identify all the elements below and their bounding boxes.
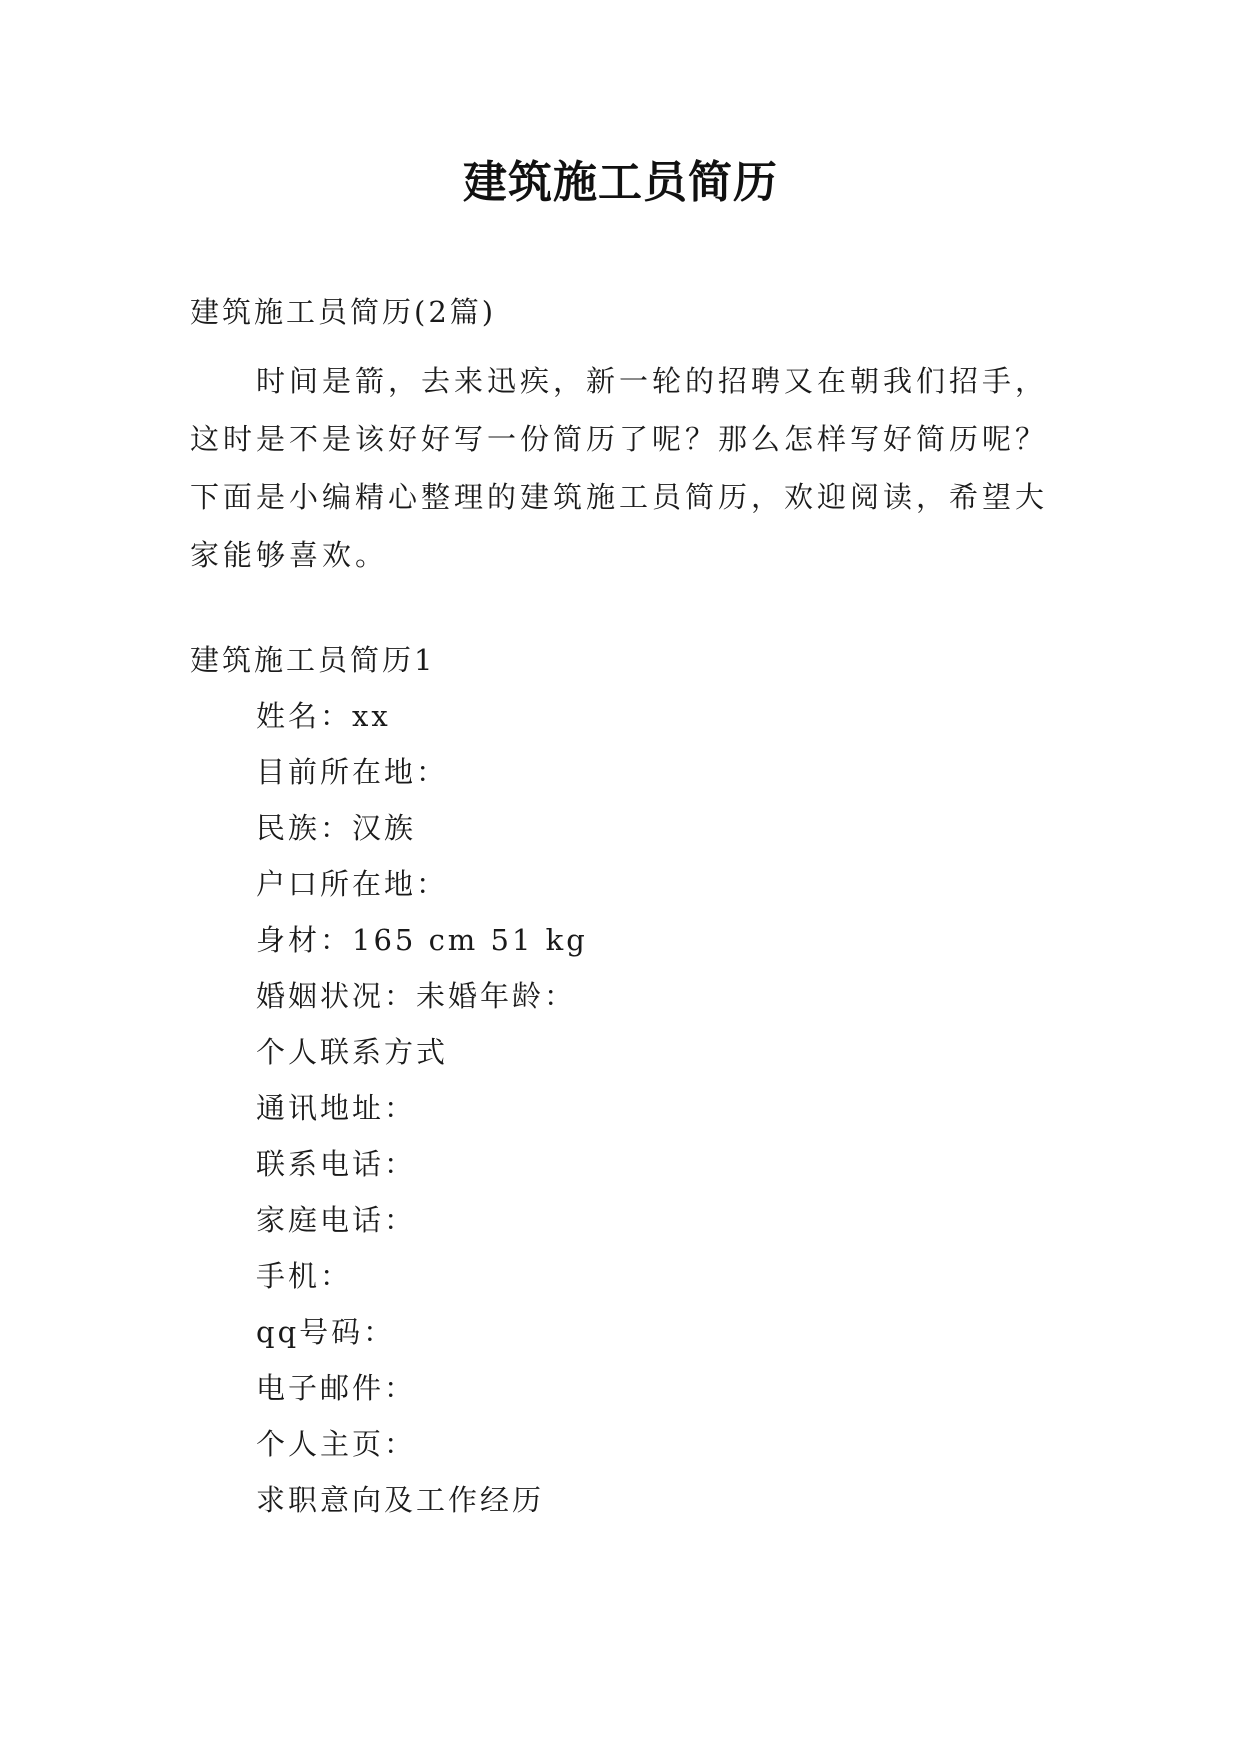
document-title: 建筑施工员简历 <box>463 157 778 208</box>
field-height-weight: 身材：165 cm 51 kg <box>256 923 588 957</box>
job-intention-heading: 求职意向及工作经历 <box>256 1483 545 1517</box>
field-address: 通讯地址： <box>256 1091 417 1125</box>
contact-heading: 个人联系方式 <box>256 1035 449 1069</box>
document-subtitle: 建筑施工员简历(2篇) <box>190 295 497 329</box>
field-current-location: 目前所在地： <box>256 755 449 789</box>
field-email: 电子邮件： <box>256 1371 417 1405</box>
field-home-phone: 家庭电话： <box>256 1203 417 1237</box>
intro-paragraph: 时间是箭，去来迅疾，新一轮的招聘又在朝我们招手，这时是不是该好好写一份简历了呢？那么怎样写好简历呢？下面是小编精心整理的建筑施工员简历，欢迎阅读，希望大家能够喜欢。 <box>190 364 1049 572</box>
field-name: 姓名：xx <box>256 699 391 733</box>
section-heading: 建筑施工员简历1 <box>190 643 436 677</box>
field-mobile: 手机： <box>256 1259 353 1293</box>
field-marital-status-age: 婚姻状况：未婚年龄： <box>256 979 577 1013</box>
field-contact-phone: 联系电话： <box>256 1147 417 1181</box>
field-ethnicity: 民族：汉族 <box>256 811 417 845</box>
field-hukou-location: 户口所在地： <box>256 867 449 901</box>
field-qq: qq号码： <box>256 1315 396 1349</box>
field-homepage: 个人主页： <box>256 1427 417 1461</box>
